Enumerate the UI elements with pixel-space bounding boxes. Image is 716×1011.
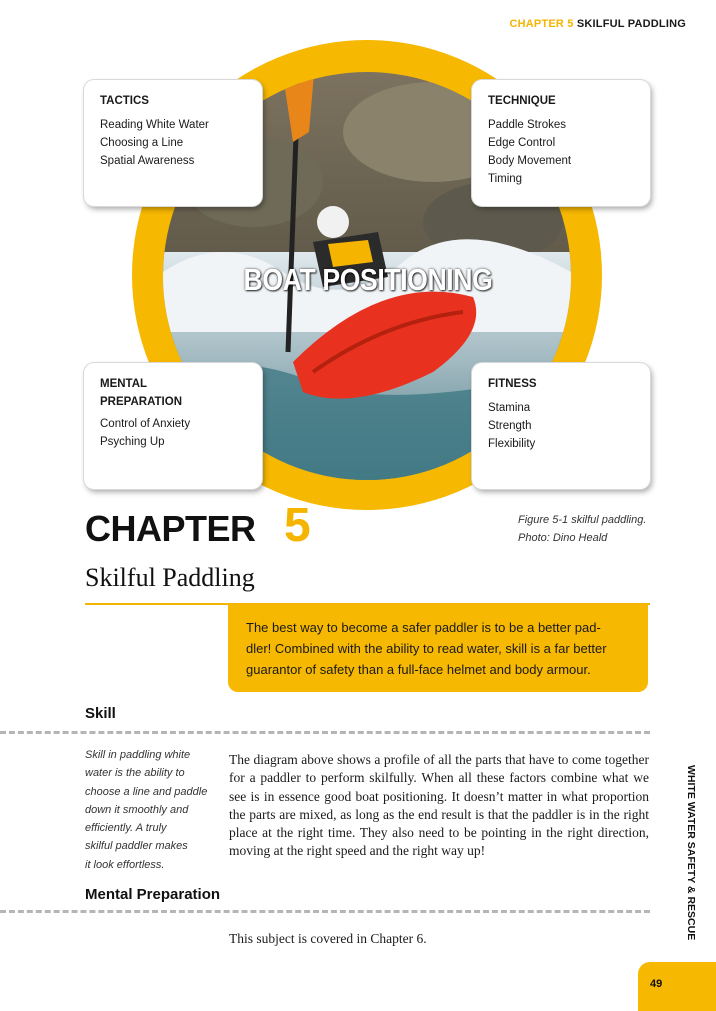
side-note-line: water is the ability to: [85, 767, 185, 780]
skill-side-note: [85, 746, 220, 874]
technique-item: Paddle Strokes: [488, 119, 566, 131]
tactics-item: Reading White Water: [100, 119, 209, 131]
intro-line: guarantor of safety than a full-face helmet and body armour.: [246, 662, 591, 677]
side-note-line: it look effortless.: [85, 858, 165, 871]
section-divider: [0, 910, 650, 913]
vertical-book-title: [683, 765, 699, 959]
side-note-line: Skill in paddling white: [85, 749, 191, 761]
figure-caption: [518, 511, 646, 547]
book-title-text: WHITE WATER SAFETY & RESCUE: [685, 765, 697, 941]
fitness-item: Strength: [488, 420, 532, 432]
technique-item: Body Movement: [488, 155, 572, 167]
intro-box: [228, 605, 648, 692]
technique-card: [472, 80, 650, 206]
skill-heading: Skill: [85, 705, 116, 722]
section-divider: [0, 731, 650, 734]
fitness-card: [472, 363, 650, 489]
fitness-title: FITNESS: [488, 378, 537, 390]
mental-item: Psyching Up: [100, 436, 165, 448]
chapter-title: Skilful Paddling: [85, 563, 255, 592]
fitness-item: Stamina: [488, 402, 531, 414]
caption-credit: Photo: Dino Heald: [518, 532, 608, 544]
mental-title-line1: MENTAL: [100, 378, 148, 390]
running-header: [509, 18, 686, 30]
side-note-line: down it smoothly and: [85, 803, 189, 816]
side-note-line: skilful paddler makes: [85, 840, 188, 853]
running-header-chapter: CHAPTER 5: [509, 18, 574, 30]
fitness-item: Flexibility: [488, 438, 536, 450]
caption-line: Figure 5-1 skilful paddling.: [518, 514, 647, 526]
skill-body-text: The diagram above shows a profile of all the parts that have to come together for a paddler to perform skilfully. When all these factors combine what we see is in essence good boat positioning. It doesn’t matter in what proportion the parts are mixed, as long as the end result is that the paddler is in the right place at the right time. They also need to be pointing in the right direction, moving at the right speed and the right way up!: [229, 752, 649, 859]
page-number-tab: [638, 962, 716, 1011]
mental-title: [100, 375, 246, 411]
diagram-center-title: BOAT POSITIONING: [243, 262, 493, 297]
tactics-item: Spatial Awareness: [100, 155, 195, 167]
technique-item: Edge Control: [488, 137, 556, 149]
technique-title: TECHNIQUE: [488, 95, 556, 107]
mental-preparation-heading: Mental Preparation: [85, 886, 221, 903]
side-note-line: efficiently. A truly: [85, 822, 167, 835]
tactics-title: TACTICS: [100, 95, 149, 107]
mental-preparation-text: This subject is covered in Chapter 6.: [229, 931, 427, 946]
chapter-label: CHAPTER: [85, 508, 256, 549]
tactics-card: [84, 80, 262, 206]
mental-item: Control of Anxiety: [100, 418, 191, 430]
technique-item: Timing: [488, 173, 523, 185]
intro-line: The best way to become a safer paddler is to be a better pad-: [246, 620, 601, 635]
side-note-line: choose a line and paddle: [85, 785, 208, 798]
page-number: 49: [650, 978, 663, 990]
mental-title-line2: PREPARATION: [100, 396, 182, 408]
running-header-title: SKILFUL PADDLING: [576, 18, 686, 30]
tactics-item: Choosing a Line: [100, 137, 184, 149]
mental-preparation-card: [84, 363, 262, 489]
intro-line: dler! Combined with the ability to read water, skill is a far better: [246, 641, 607, 656]
chapter-number: 5: [284, 499, 311, 552]
